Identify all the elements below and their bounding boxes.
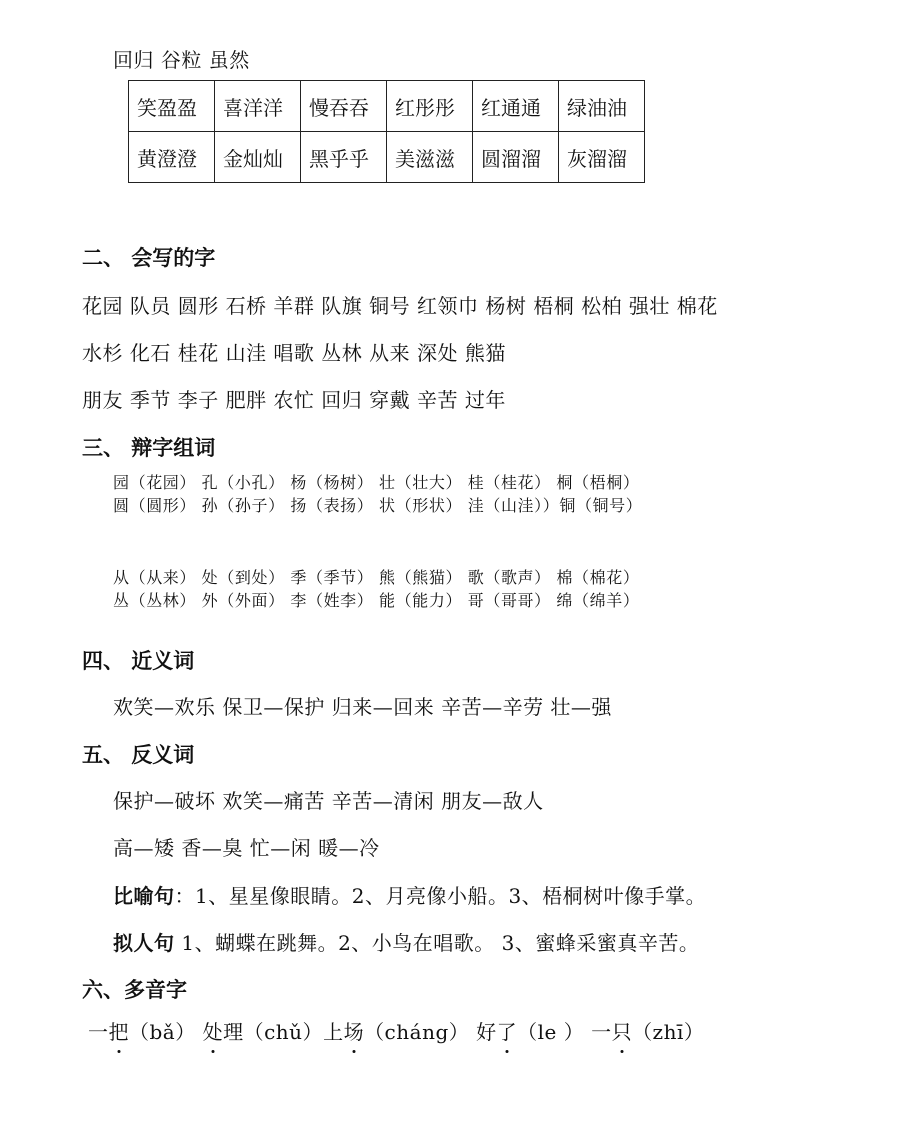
- polyphone-char: 了: [497, 1016, 518, 1045]
- polyphone-item: [203, 1020, 323, 1044]
- polyphone-prefix: 好: [476, 1020, 497, 1044]
- simile-label: 比喻句: [113, 884, 175, 908]
- simile-line: [113, 880, 706, 909]
- polyphone-char: 只: [612, 1016, 633, 1045]
- section5-line-2: 高—矮 香—臭 忙—闲 暖—冷: [113, 836, 380, 860]
- top-word-line: 回归 谷粒 虽然: [113, 48, 250, 72]
- polyphone-char: 把: [109, 1016, 130, 1045]
- polyphone-pinyin: （bǎ）: [129, 1020, 203, 1044]
- table-cell: 黄澄澄: [129, 132, 215, 183]
- polyphone-line: [88, 1016, 704, 1045]
- table-cell: 美滋滋: [387, 132, 473, 183]
- personification-text: 1、蝴蝶在跳舞。2、小鸟在唱歌。 3、蜜蜂采蜜真辛苦。: [174, 931, 700, 955]
- section2-heading: 二、 会写的字: [82, 246, 216, 270]
- section3-line-2: 圆（圆形） 孙（孙子） 扬（表扬） 状（形状） 洼（山洼））铜（铜号）: [113, 496, 643, 515]
- polyphone-pinyin: 理（chǔ）: [223, 1020, 324, 1044]
- polyphone-char: 场: [344, 1016, 365, 1045]
- table-cell: 绿油油: [559, 81, 645, 132]
- section3-heading: 三、 辩字组词: [82, 436, 216, 460]
- section3-line-4: 丛（丛林） 外（外面） 李（姓李） 能（能力） 哥（哥哥） 绵（绵羊）: [113, 591, 640, 610]
- personification-line: [113, 927, 699, 956]
- simile-text: ：1、星星像眼睛。2、月亮像小船。3、梧桐树叶像手掌。: [174, 884, 707, 908]
- section4-line: 欢笑—欢乐 保卫—保护 归来—回来 辛苦—辛劳 壮—强: [113, 695, 612, 719]
- section4-heading: 四、 近义词: [82, 649, 195, 673]
- table-cell: 红彤彤: [387, 81, 473, 132]
- polyphone-item: [323, 1020, 476, 1044]
- table-cell: 圆溜溜: [473, 132, 559, 183]
- polyphone-char: 处: [203, 1016, 224, 1045]
- polyphone-item: [88, 1020, 203, 1044]
- polyphone-pinyin: （le ）: [517, 1020, 592, 1044]
- section3-line-1: 园（花园） 孔（小孔） 杨（杨树） 壮（壮大） 桂（桂花） 桐（梧桐）: [113, 473, 640, 492]
- table-cell: 红通通: [473, 81, 559, 132]
- polyphone-prefix: 一: [591, 1020, 612, 1044]
- section6-heading: 六、多音字: [82, 978, 187, 1002]
- table-row: [129, 81, 645, 132]
- table-cell: 慢吞吞: [301, 81, 387, 132]
- polyphone-pinyin: （zhī）: [632, 1020, 705, 1044]
- polyphone-item: [476, 1020, 591, 1044]
- polyphone-item: [591, 1020, 704, 1044]
- table-cell: 黑乎乎: [301, 132, 387, 183]
- table-cell: 灰溜溜: [559, 132, 645, 183]
- personification-label: 拟人句: [113, 931, 175, 955]
- word-table: [128, 80, 645, 183]
- table-cell: 笑盈盈: [129, 81, 215, 132]
- polyphone-pinyin: （cháng）: [364, 1020, 477, 1044]
- section5-line-1: 保护—破坏 欢笑—痛苦 辛苦—清闲 朋友—敌人: [113, 789, 544, 813]
- section3-line-3: 从（从来） 处（到处） 季（季节） 熊（熊猫） 歌（歌声） 棉（棉花）: [113, 568, 640, 587]
- section2-line-1: 花园 队员 圆形 石桥 羊群 队旗 铜号 红领巾 杨树 梧桐 松柏 强壮 棉花: [82, 294, 718, 318]
- polyphone-prefix: 上: [323, 1020, 344, 1044]
- section2-line-3: 朋友 季节 李子 肥胖 农忙 回归 穿戴 辛苦 过年: [82, 388, 506, 412]
- table-cell: 喜洋洋: [215, 81, 301, 132]
- polyphone-prefix: 一: [88, 1020, 109, 1044]
- table-cell: 金灿灿: [215, 132, 301, 183]
- section5-heading: 五、 反义词: [82, 743, 195, 767]
- table-row: [129, 132, 645, 183]
- section2-line-2: 水杉 化石 桂花 山洼 唱歌 丛林 从来 深处 熊猫: [82, 341, 506, 365]
